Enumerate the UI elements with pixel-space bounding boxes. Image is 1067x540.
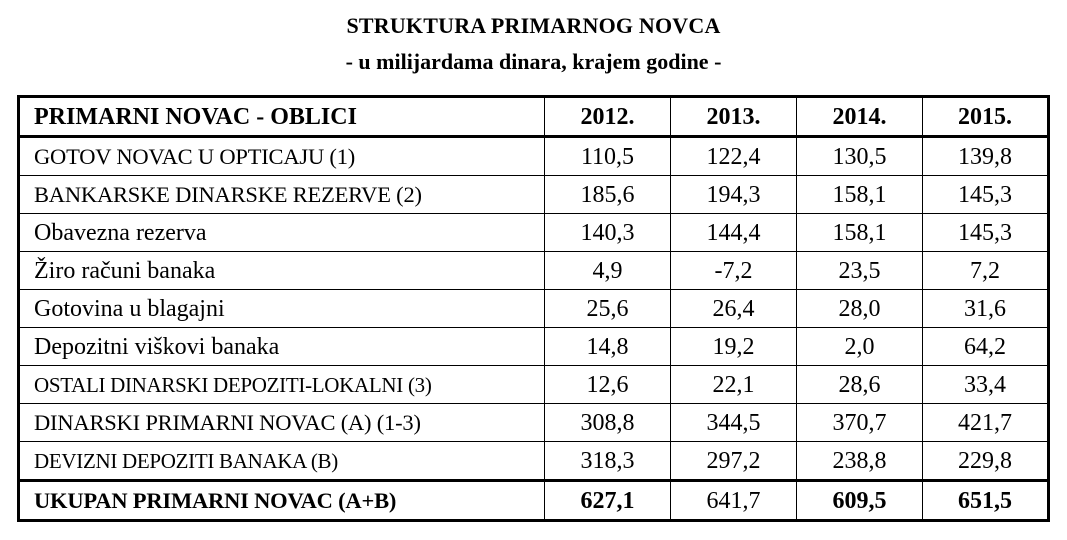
header-year-2014: 2014. bbox=[797, 97, 923, 137]
cell-value: 641,7 bbox=[671, 481, 797, 521]
cell-value: 140,3 bbox=[545, 214, 671, 252]
cell-value: 12,6 bbox=[545, 366, 671, 404]
table-row bbox=[19, 214, 1049, 252]
table-subtitle: - u milijardama dinara, krajem godine - bbox=[345, 49, 722, 74]
row-label: Žiro računi banaka bbox=[19, 252, 545, 290]
total-row bbox=[19, 481, 1049, 521]
cell-value: 609,5 bbox=[797, 481, 923, 521]
cell-value: 22,1 bbox=[671, 366, 797, 404]
cell-value: 158,1 bbox=[797, 214, 923, 252]
cell-value: 158,1 bbox=[797, 176, 923, 214]
row-label: OSTALI DINARSKI DEPOZITI-LOKALNI (3) bbox=[19, 366, 545, 404]
cell-value: 2,0 bbox=[797, 328, 923, 366]
header-row bbox=[19, 97, 1049, 137]
row-label: DINARSKI PRIMARNI NOVAC (A) (1-3) bbox=[19, 404, 545, 442]
header-label: PRIMARNI NOVAC - OBLICI bbox=[19, 97, 545, 137]
cell-value: 421,7 bbox=[923, 404, 1049, 442]
row-label: DEVIZNI DEPOZITI BANAKA (B) bbox=[19, 442, 545, 481]
table-row bbox=[19, 328, 1049, 366]
row-label: GOTOV NOVAC U OPTICAJU (1) bbox=[19, 137, 545, 176]
cell-value: 139,8 bbox=[923, 137, 1049, 176]
cell-value: 130,5 bbox=[797, 137, 923, 176]
cell-value: 194,3 bbox=[671, 176, 797, 214]
cell-value: 28,6 bbox=[797, 366, 923, 404]
cell-value: 4,9 bbox=[545, 252, 671, 290]
cell-value: 370,7 bbox=[797, 404, 923, 442]
cell-value: 627,1 bbox=[545, 481, 671, 521]
cell-value: 28,0 bbox=[797, 290, 923, 328]
cell-value: 31,6 bbox=[923, 290, 1049, 328]
cell-value: 651,5 bbox=[923, 481, 1049, 521]
cell-value: 144,4 bbox=[671, 214, 797, 252]
table-row bbox=[19, 366, 1049, 404]
cell-value: 145,3 bbox=[923, 176, 1049, 214]
row-label: Gotovina u blagajni bbox=[19, 290, 545, 328]
primary-money-table bbox=[17, 95, 1050, 522]
cell-value: 23,5 bbox=[797, 252, 923, 290]
cell-value: 14,8 bbox=[545, 328, 671, 366]
table-row bbox=[19, 252, 1049, 290]
cell-value: 344,5 bbox=[671, 404, 797, 442]
cell-value: 25,6 bbox=[545, 290, 671, 328]
cell-value: 229,8 bbox=[923, 442, 1049, 481]
cell-value: -7,2 bbox=[671, 252, 797, 290]
cell-value: 145,3 bbox=[923, 214, 1049, 252]
row-label: UKUPAN PRIMARNI NOVAC (A+B) bbox=[19, 481, 545, 521]
header-year-2013: 2013. bbox=[671, 97, 797, 137]
cell-value: 297,2 bbox=[671, 442, 797, 481]
table-row bbox=[19, 442, 1049, 481]
header-year-2015: 2015. bbox=[923, 97, 1049, 137]
table-row bbox=[19, 404, 1049, 442]
table-row bbox=[19, 290, 1049, 328]
row-label: Obavezna rezerva bbox=[19, 214, 545, 252]
cell-value: 110,5 bbox=[545, 137, 671, 176]
cell-value: 308,8 bbox=[545, 404, 671, 442]
cell-value: 318,3 bbox=[545, 442, 671, 481]
header-year-2012: 2012. bbox=[545, 97, 671, 137]
cell-value: 7,2 bbox=[923, 252, 1049, 290]
cell-value: 185,6 bbox=[545, 176, 671, 214]
cell-value: 64,2 bbox=[923, 328, 1049, 366]
table-title: STRUKTURA PRIMARNOG NOVCA bbox=[346, 13, 721, 38]
cell-value: 238,8 bbox=[797, 442, 923, 481]
cell-value: 26,4 bbox=[671, 290, 797, 328]
cell-value: 33,4 bbox=[923, 366, 1049, 404]
row-label: BANKARSKE DINARSKE REZERVE (2) bbox=[19, 176, 545, 214]
cell-value: 122,4 bbox=[671, 137, 797, 176]
table-row bbox=[19, 176, 1049, 214]
cell-value: 19,2 bbox=[671, 328, 797, 366]
table-row bbox=[19, 137, 1049, 176]
row-label: Depozitni viškovi banaka bbox=[19, 328, 545, 366]
